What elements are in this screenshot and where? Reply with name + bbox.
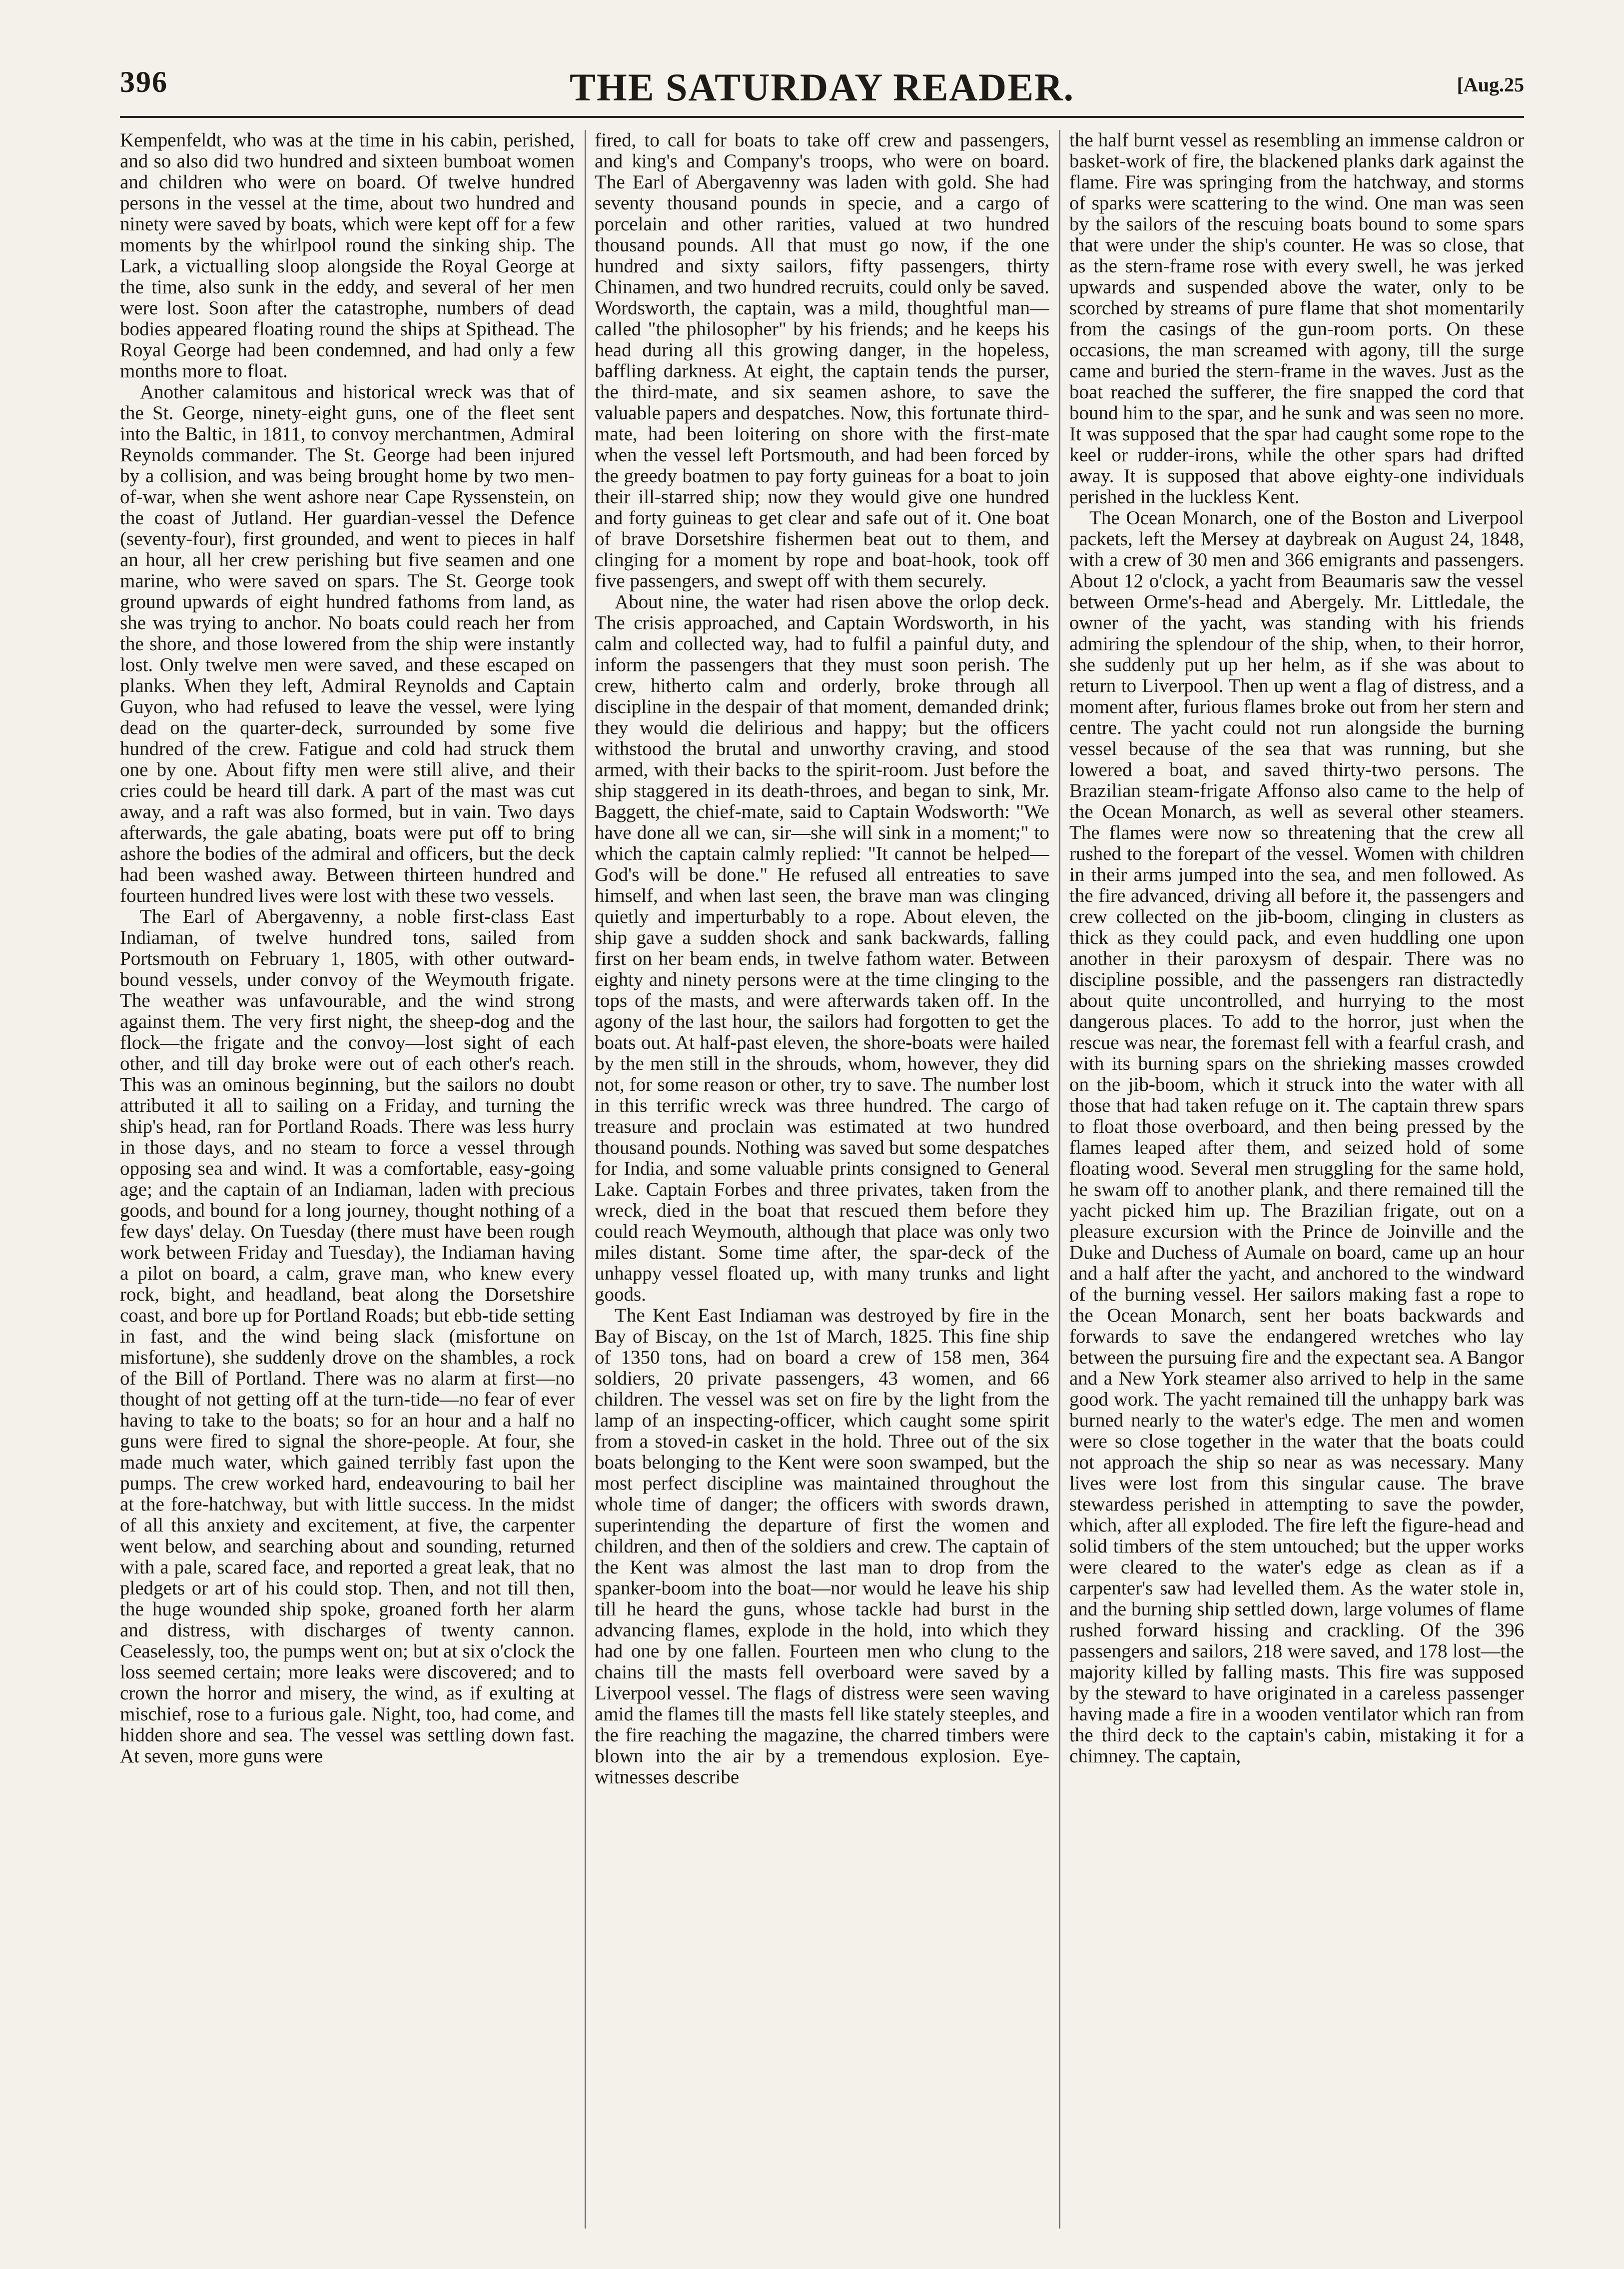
column-1 xyxy=(120,130,575,2229)
column-divider xyxy=(1059,130,1060,2229)
column-divider xyxy=(585,130,586,2229)
paragraph: The Kent East Indiaman was destroyed by fire in the Bay of Biscay, on the 1st of March, 1825. This fine ship of 1350 tons, had on board a crew of 158 men, 364 soldiers, 20 private passengers, 43 women, and 66 children. The vessel was set on fire by the light from the lamp of an inspecting-officer, which caught some spirit from a stoved-in casket in the hold. Three out of the six boats belonging to the Kent were soon swamped, but the most perfect discipline was maintained throughout the whole time of danger; the officers with swords drawn, superintending the departure of first the women and children, and then of the soldiers and crew. The captain of the Kent was almost the last man to drop from the spanker-boom into the boat—nor would he leave his ship till he heard the guns, whose tackle had burst in the advancing flames, explode in the hold, into which they had one by one fallen. Fourteen men who clung to the chains till the masts fell overboard were saved by a Liverpool vessel. The flags of distress were seen waving amid the flames till the masts fell like stately steeples, and the fire reaching the magazine, the charred timbers were blown into the air by a tremendous explosion. Eye-witnesses describe xyxy=(595,1305,1049,1788)
column-2 xyxy=(595,130,1049,2229)
paragraph: fired, to call for boats to take off crew and passengers, and king's and Company's troops, who were on board. The Earl of Abergavenny was laden with gold. She had seventy thousand pounds in specie, and a cargo of porcelain and other rarities, valued at two hundred thousand pounds. All that must go now, if the one hundred and sixty sailors, fifty passengers, thirty Chinamen, and two hundred recruits, could only be saved. Wordsworth, the captain, was a mild, thoughtful man—called "the philosopher" by his friends; and he keeps his head during all this growing danger, in the hopeless, baffling darkness. At eight, the captain tends the purser, the third-mate, and six seamen ashore, to save the valuable papers and despatches. Now, this fortunate third-mate, had been loitering on shore with the first-mate when the vessel left Portsmouth, and had been forced by the greedy boatmen to pay forty guineas for a boat to join their ill-starred ship; now they would give one hundred and forty guineas to get clear and safe out of it. One boat of brave Dorsetshire fishermen beat out to them, and clinging for a moment by rope and boat-hook, took off five passengers, and swept off with them securely. xyxy=(595,130,1049,592)
paragraph: the half burnt vessel as resembling an immense caldron or basket-work of fire, the blackened planks dark against the flame. Fire was springing from the hatchway, and storms of sparks were scattering to the wind. One man was seen by the sailors of the rescuing boats bound to some spars that were under the ship's counter. He was so close, that as the stern-frame rose with every swell, he was jerked upwards and suspended above the water, only to be scorched by streams of pure flame that shot momentarily from the casings of the gun-room ports. On these occasions, the man screamed with agony, till the surge came and buried the stern-frame in the waves. Just as the boat reached the sufferer, the fire snapped the cord that bound him to the spar, and he sunk and was seen no more. It was supposed that the spar had caught some rope to the keel or rudder-irons, while the other spars had drifted away. It is supposed that above eighty-one individuals perished in the luckless Kent. xyxy=(1069,130,1524,508)
issue-date: [Aug.25 xyxy=(1457,73,1524,96)
publication-title: THE SATURDAY READER. xyxy=(569,65,1075,109)
header-rule xyxy=(120,116,1524,118)
page-number: 396 xyxy=(120,65,168,98)
paragraph: Another calamitous and historical wreck was that of the St. George, ninety-eight guns, one of the fleet sent into the Baltic, in 1811, to convoy merchantmen, Admiral Reynolds commander. The St. George had been injured by a collision, and was being brought home by two men-of-war, when she went ashore near Cape Ryssenstein, on the coast of Jutland. Her guardian-vessel the Defence (seventy-four), first grounded, and went to pieces in half an hour, all her crew perishing but five seamen and one marine, who were saved on spars. The St. George took ground upwards of eight hundred fathoms from land, as she was trying to anchor. No boats could reach her from the shore, and those lowered from the ship were instantly lost. Only twelve men were saved, and these escaped on planks. When they left, Admiral Reynolds and Captain Guyon, who had refused to leave the vessel, were lying dead on the quarter-deck, surrounded by some five hundred of the crew. Fatigue and cold had struck them one by one. About fifty men were still alive, and their cries could be heard till dark. A part of the mast was cut away, and a raft was also formed, but in vain. Two days afterwards, the gale abating, boats were put off to bring ashore the bodies of the admiral and officers, but the deck had been washed away. Between thirteen hundred and fourteen hundred lives were lost with these two vessels. xyxy=(120,381,575,906)
column-3 xyxy=(1069,130,1524,2229)
paragraph: Kempenfeldt, who was at the time in his cabin, perished, and so also did two hundred and sixteen bumboat women and children who were on board. Of twelve hundred persons in the vessel at the time, about two hundred and ninety were saved by boats, which were kept off for a few moments by the whirlpool round the sinking ship. The Lark, a victualling sloop alongside the Royal George at the time, also sunk in the eddy, and several of her men were lost. Soon after the catastrophe, numbers of dead bodies appeared floating round the ships at Spithead. The Royal George had been condemned, and had only a few months more to float. xyxy=(120,130,575,382)
paragraph: The Ocean Monarch, one of the Boston and Liverpool packets, left the Mersey at daybreak on August 24, 1848, with a crew of 30 men and 366 emigrants and passengers. About 12 o'clock, a yacht from Beaumaris saw the vessel between Orme's-head and Abergely. Mr. Littledale, the owner of the yacht, was standing with his friends admiring the splendour of the ship, when, to their horror, she suddenly put up her helm, as if she was about to return to Liverpool. Then up went a flag of distress, and a moment after, furious flames broke out from her stern and centre. The yacht could not run alongside the burning vessel because of the sea that was running, but she lowered a boat, and saved thirty-two persons. The Brazilian steam-frigate Affonso also came to the help of the Ocean Monarch, as well as several other steamers. The flames were now so threatening that the crew all rushed to the forepart of the vessel. Women with children in their arms jumped into the sea, and men followed. As the fire advanced, driving all before it, the passengers and crew collected on the jib-boom, clinging in clusters as thick as they could pack, and even huddling one upon another in their paroxysm of despair. There was no discipline possible, and the passengers ran distractedly about quite uncontrolled, and hurrying to the most dangerous places. To add to the horror, just when the rescue was near, the foremast fell with a fearful crash, and with its burning spars on the shrieking masses crowded on the jib-boom, which it struck into the water with all those that had taken refuge on it. The captain threw spars to float those overboard, and then being pressed by the flames leaped after them, and seized hold of some floating wood. Several men struggling for the same hold, he swam off to another plank, and there remained till the yacht picked him up. The Brazilian frigate, out on a pleasure excursion with the Prince de Joinville and the Duke and Duchess of Aumale on board, came up an hour and a half after the yacht, and anchored to the windward of the burning vessel. Her sailors making fast a rope to the Ocean Monarch, sent her boats backwards and forwards to save the endangered wretches who lay between the pursuing fire and the expectant sea. A Bangor and a New York steamer also arrived to help in the same good work. The yacht remained till the unhappy bark was burned nearly to the water's edge. The men and women were so close together in the water that the boats could not approach the ship so near as was necessary. Many lives were lost from this singular cause. The brave stewardess perished in attempting to save the powder, which, after all exploded. The fire left the figure-head and solid timbers of the stem untouched; but the upper works were cleared to the water's edge as clean as if a carpenter's saw had levelled them. As the water stole in, and the burning ship settled down, large volumes of flame rushed forward hissing and crackling. Of the 396 passengers and sailors, 218 were saved, and 178 lost—the majority killed by falling masts. This fire was supposed by the steward to have originated in a careless passenger having made a fire in a wooden ventilator which ran from the third deck to the captain's cabin, mistaking it for a chimney. The captain, xyxy=(1069,507,1524,1767)
article-columns xyxy=(120,130,1524,2229)
paragraph: About nine, the water had risen above the orlop deck. The crisis approached, and Captain Wordsworth, in his calm and collected way, had to fulfil a painful duty, and inform the passengers that they must soon perish. The crew, hitherto calm and orderly, broke through all discipline in the despair of that moment, demanded drink; they would die delirious and happy; but the officers withstood the brutal and unworthy craving, and stood armed, with their backs to the spirit-room. Just before the ship staggered in its death-throes, and began to sink, Mr. Baggett, the chief-mate, said to Captain Wodsworth: "We have done all we can, sir—she will sink in a moment;" to which the captain calmly replied: "It cannot be helped—God's will be done." He refused all entreaties to save himself, and when last seen, the brave man was clinging quietly and imperturbably to a rope. About eleven, the ship gave a sudden shock and sank backwards, falling first on her beam ends, in twelve fathom water. Between eighty and ninety persons were at the time clinging to the tops of the masts, and were afterwards taken off. In the agony of the last hour, the sailors had forgotten to get the boats out. At half-past eleven, the shore-boats were hailed by the men still in the shrouds, whom, however, they did not, for some reason or other, try to save. The number lost in this terrific wreck was three hundred. The cargo of treasure and proclain was estimated at two hundred thousand pounds. Nothing was saved but some despatches for India, and some valuable prints consigned to General Lake. Captain Forbes and three privates, taken from the wreck, died in the boat that rescued them before they could reach Weymouth, although that place was only two miles distant. Some time after, the spar-deck of the unhappy vessel floated up, with many trunks and light goods. xyxy=(595,591,1049,1305)
paragraph: The Earl of Abergavenny, a noble first-class East Indiaman, of twelve hundred tons, sailed from Portsmouth on February 1, 1805, with other outward-bound vessels, under convoy of the Weymouth frigate. The weather was unfavourable, and the wind strong against them. The very first night, the sheep-dog and the flock—the frigate and the convoy—lost sight of each other, and till day broke were out of each other's reach. This was an ominous beginning, but the sailors no doubt attributed it all to sailing on a Friday, and turning the ship's head, ran for Portland Roads. There was less hurry in those days, and no steam to force a vessel through opposing sea and wind. It was a comfortable, easy-going age; and the captain of an Indiaman, laden with precious goods, and bound for a long journey, thought nothing of a few days' delay. On Tuesday (there must have been rough work between Friday and Tuesday), the Indiaman having a pilot on board, a calm, grave man, who knew every rock, bight, and headland, beat along the Dorsetshire coast, and bore up for Portland Roads; but ebb-tide setting in fast, and the wind being slack (misfortune on misfortune), she suddenly drove on the shambles, a rock of the Bill of Portland. There was no alarm at first—no thought of not getting off at the turn-tide—no fear of ever having to take to the boats; so for an hour and a half no guns were fired to signal the shore-people. At four, she made much water, which gained terribly fast upon the pumps. The crew worked hard, endeavouring to bail her at the fore-hatchway, but with little success. In the midst of all this anxiety and excitement, at five, the carpenter went below, and searching about and sounding, returned with a pale, scared face, and reported a great leak, that no pledgets or art of his could stop. Then, and not till then, the huge wounded ship spoke, groaned forth her alarm and distress, with discharges of twenty cannon. Ceaselessly, too, the pumps went on; but at six o'clock the loss seemed certain; more leaks were discovered; and to crown the horror and misery, the wind, as if exulting at mischief, rose to a furious gale. Night, too, had come, and hidden shore and sea. The vessel was settling down fast. At seven, more guns were xyxy=(120,906,575,1767)
